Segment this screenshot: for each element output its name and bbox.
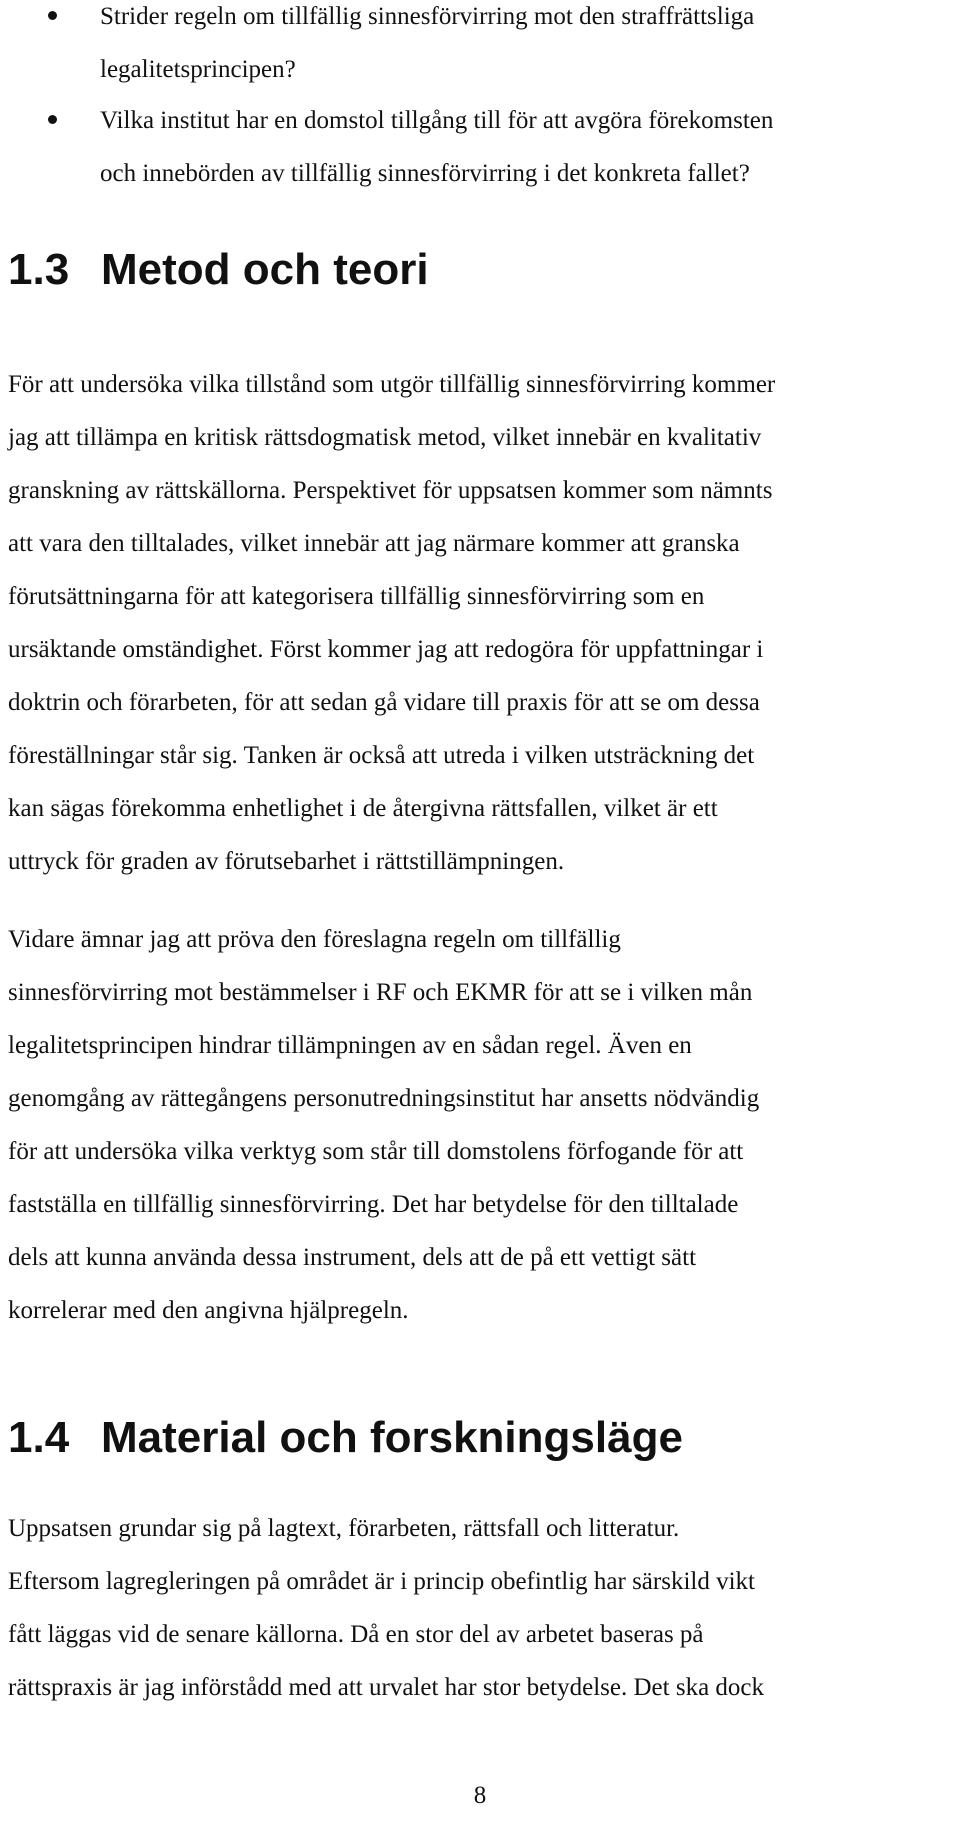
paragraph-line: ursäktande omständighet. Först kommer jag att redogöra för uppfattningar i bbox=[8, 636, 764, 663]
section-title: Metod och teori bbox=[101, 245, 429, 294]
paragraph-line: legalitetsprincipen hindrar tillämpningen av en sådan regel. Även en bbox=[8, 1032, 692, 1059]
paragraph-line: Uppsatsen grundar sig på lagtext, förarbeten, rättsfall och litteratur. bbox=[8, 1515, 680, 1542]
section-heading-material bbox=[8, 1412, 683, 1464]
paragraph-line: fått läggas vid de senare källorna. Då en stor del av arbetet baseras på bbox=[8, 1621, 704, 1648]
paragraph-line: uttryck för graden av förutsebarhet i rättstillämpningen. bbox=[8, 848, 565, 875]
paragraph-line: kan sägas förekomma enhetlighet i de återgivna rättsfallen, vilket är ett bbox=[8, 795, 718, 822]
paragraph-line: För att undersöka vilka tillstånd som utgör tillfällig sinnesförvirring kommer bbox=[8, 371, 776, 398]
section-heading-method bbox=[8, 244, 429, 296]
paragraph-line: föreställningar står sig. Tanken är också att utreda i vilken utsträckning det bbox=[8, 742, 755, 769]
list-item bbox=[0, 0, 920, 96]
paragraph-material bbox=[8, 1502, 960, 1714]
paragraph-line: rättspraxis är jag införstådd med att urvalet har stor betydelse. Det ska dock bbox=[8, 1674, 765, 1701]
paragraph-line: fastställa en tillfällig sinnesförvirring. Det har betydelse för den tilltalade bbox=[8, 1191, 739, 1218]
page-number: 8 bbox=[473, 1782, 487, 1809]
bullet-icon bbox=[48, 115, 57, 124]
list-item bbox=[0, 94, 920, 200]
paragraph-line: doktrin och förarbeten, för att sedan gå vidare till praxis för att se om dessa bbox=[8, 689, 760, 716]
paragraph-line: för att undersöka vilka verktyg som står till domstolens förfogande för att bbox=[8, 1138, 744, 1165]
paragraph-line: Vidare ämnar jag att pröva den föreslagna regeln om tillfällig bbox=[8, 926, 621, 953]
paragraph-method-continued bbox=[8, 913, 960, 1337]
paragraph-line: korrelerar med den angivna hjälpregeln. bbox=[8, 1297, 409, 1324]
section-number: 1.3 bbox=[8, 245, 70, 294]
list-item-line: legalitetsprincipen? bbox=[100, 56, 296, 83]
paragraph-line: att vara den tilltalades, vilket innebär att jag närmare kommer att granska bbox=[8, 530, 740, 557]
paragraph-line: sinnesförvirring mot bestämmelser i RF och EKMR för att se i vilken mån bbox=[8, 979, 753, 1006]
paragraph-line: dels att kunna använda dessa instrument, dels att de på ett vettigt sätt bbox=[8, 1244, 697, 1271]
paragraph-line: jag att tillämpa en kritisk rättsdogmatisk metod, vilket innebär en kvalitativ bbox=[8, 424, 762, 451]
list-item-line: och innebörden av tillfällig sinnesförvirring i det konkreta fallet? bbox=[100, 160, 750, 187]
paragraph-line: granskning av rättskällorna. Perspektivet för uppsatsen kommer som nämnts bbox=[8, 477, 773, 504]
paragraph-line: Eftersom lagregleringen på området är i princip obefintlig har särskild vikt bbox=[8, 1568, 755, 1595]
paragraph-method bbox=[8, 358, 960, 888]
bullet-icon bbox=[48, 11, 57, 20]
list-item-line: Strider regeln om tillfällig sinnesförvirring mot den straffrättsliga bbox=[100, 3, 755, 30]
paragraph-line: genomgång av rättegångens personutredningsinstitut har ansetts nödvändig bbox=[8, 1085, 760, 1112]
section-title: Material och forskningsläge bbox=[101, 1413, 683, 1462]
list-item-line: Vilka institut har en domstol tillgång till för att avgöra förekomsten bbox=[100, 107, 774, 134]
section-number: 1.4 bbox=[8, 1413, 70, 1462]
paragraph-line: förutsättningarna för att kategorisera tillfällig sinnesförvirring som en bbox=[8, 583, 705, 610]
